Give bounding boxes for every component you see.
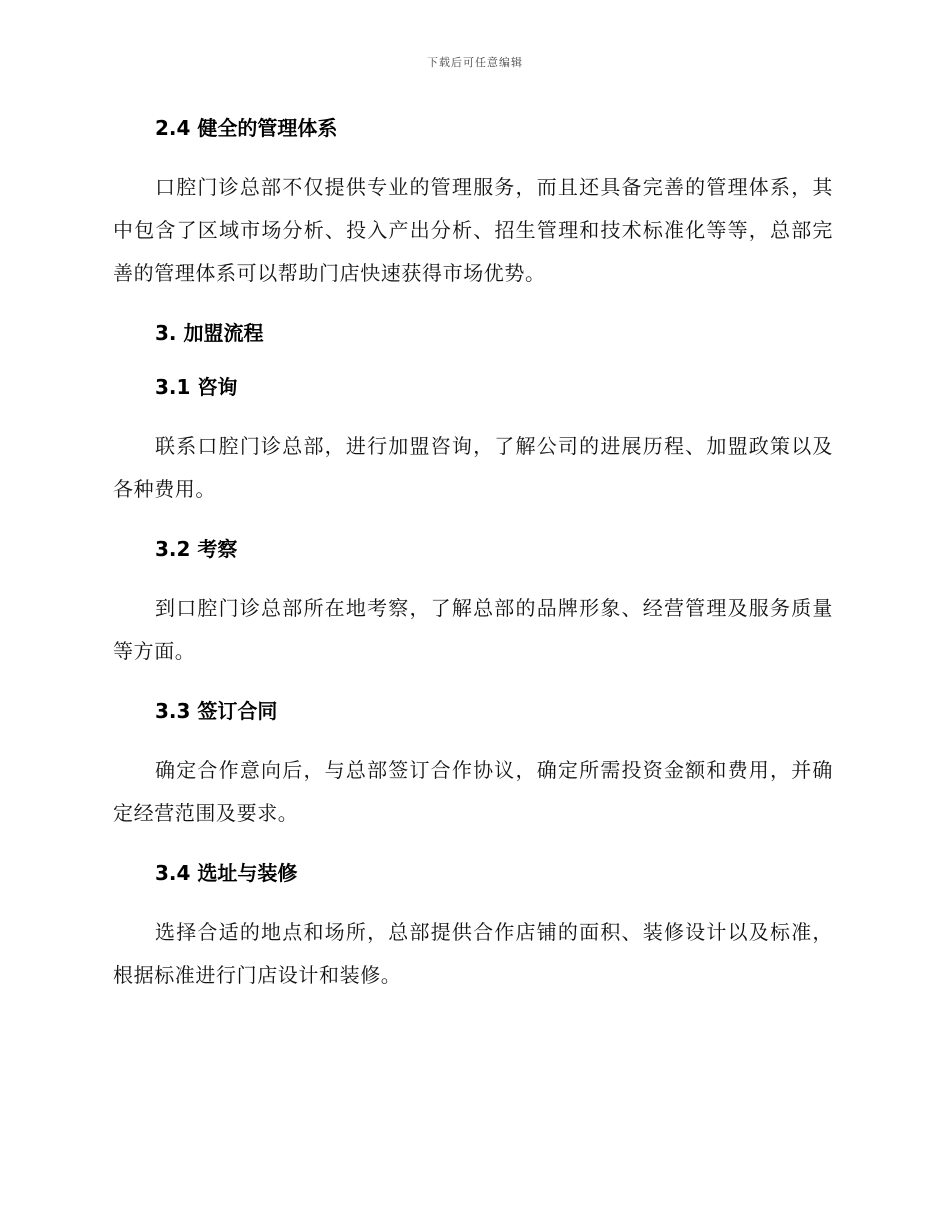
section-heading-3-2: 3.2 考察 <box>155 537 238 561</box>
section-heading-3-1: 3.1 咨询 <box>155 375 238 399</box>
section-heading-2-4: 2.4 健全的管理体系 <box>155 116 338 140</box>
section-paragraph-3-1: 联系口腔门诊总部，进行加盟咨询，了解公司的进展历程、加盟政策以及各种费用。 <box>113 434 833 501</box>
section-paragraph-3-2: 到口腔门诊总部所在地考察，了解总部的品牌形象、经营管理及服务质量等方面。 <box>113 596 833 663</box>
section-paragraph-2-4: 口腔门诊总部不仅提供专业的管理服务，而且还具备完善的管理体系，其中包含了区域市场分析、投入产出分析、招生管理和技术标准化等等，总部完善的管理体系可以帮助门店快速获得市场优势。 <box>113 175 833 285</box>
section-paragraph-3-4: 选择合适的地点和场所，总部提供合作店铺的面积、装修设计以及标准，根据标准进行门店设计和装修。 <box>113 920 833 987</box>
page-header: 下载后可任意编辑 <box>427 56 523 69</box>
section-heading-3-3: 3.3 签订合同 <box>155 699 278 723</box>
section-paragraph-3-3: 确定合作意向后，与总部签订合作协议，确定所需投资金额和费用，并确定经营范围及要求。 <box>113 758 833 825</box>
section-heading-3-4: 3.4 选址与装修 <box>155 861 298 885</box>
document-body <box>113 112 833 997</box>
section-heading-3: 3. 加盟流程 <box>155 321 264 345</box>
